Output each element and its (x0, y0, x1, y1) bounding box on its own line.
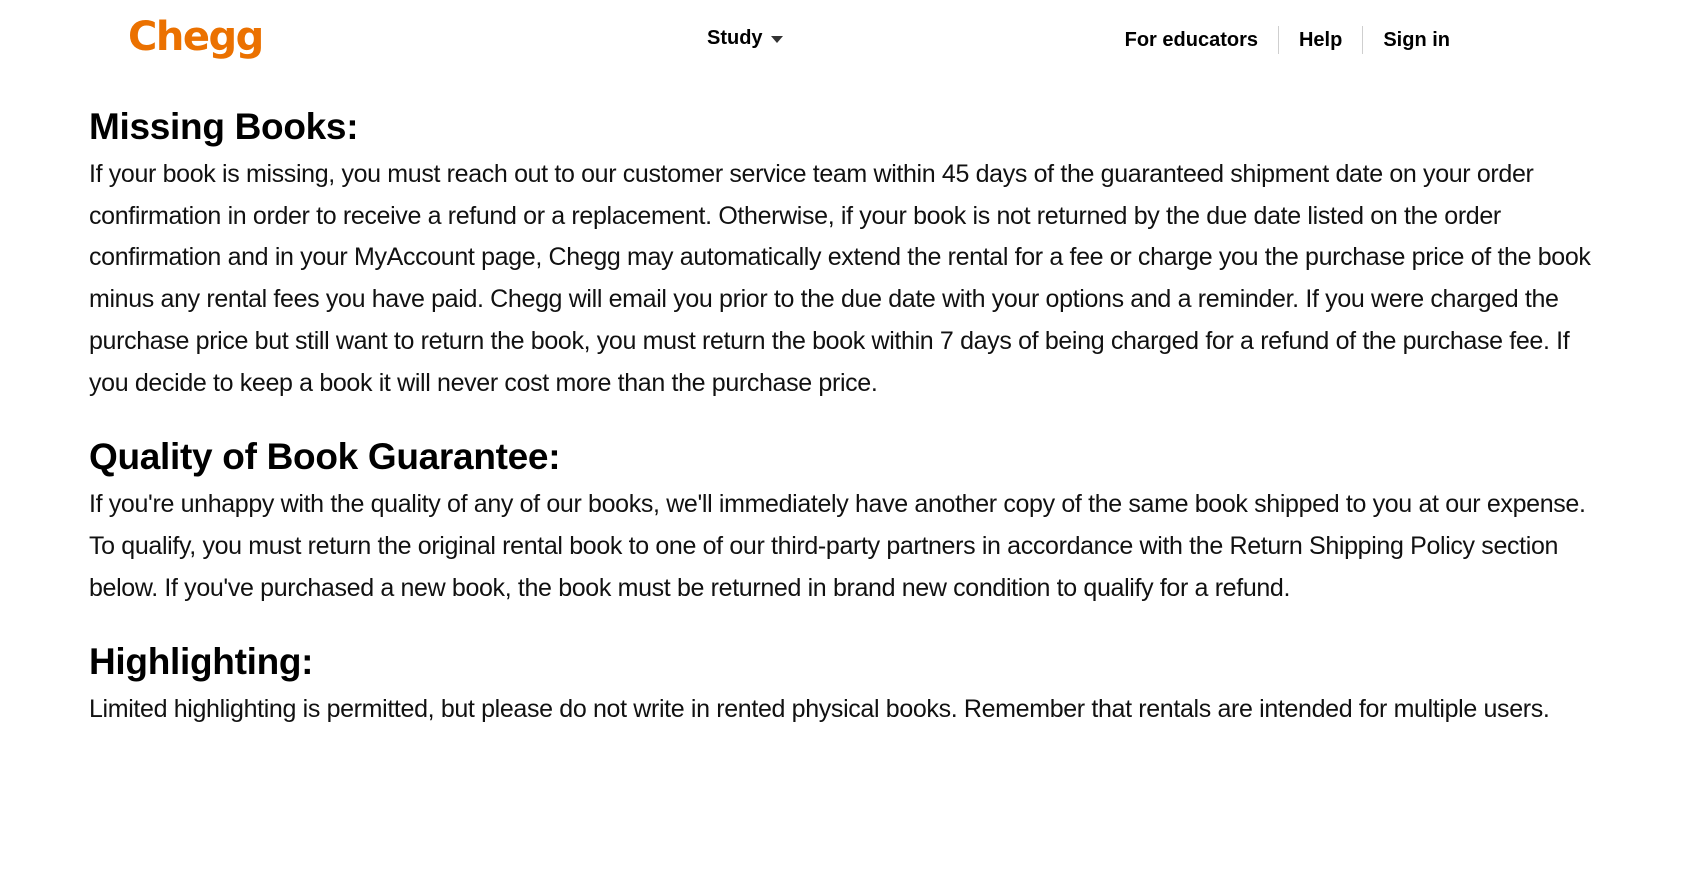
chevron-down-icon (771, 36, 783, 43)
site-header (0, 0, 1686, 80)
sign-in-link[interactable]: Sign in (1383, 29, 1450, 51)
section-highlighting (89, 635, 1609, 731)
section-heading: Quality of Book Guarantee: (89, 436, 561, 478)
section-body: If you're unhappy with the quality of any of our books, we'll immediately have another copy of the same book shipped to you at our expense. To qualify, you must return the original rental book to one of our third-party partners in accordance with the Return Shipping Policy section below. If you've purchased a new book, the book must be returned in brand new condition to qualify for a refund. (89, 490, 1586, 602)
header-nav (1105, 26, 1450, 54)
section-body: If your book is missing, you must reach out to our customer service team within 45 days of the guaranteed shipment date on your order confirmation in order to receive a refund or a replacement. Otherwise, if your book is not returned by the due date listed on the order confirmation and in your MyAccount page, Chegg may automatically extend the rental for a fee or charge you the purchase price of the book minus any rental fees you have paid. Chegg will email you prior to the due date with your options and a reminder. If you were charged the purchase price but still want to return the book, you must return the book within 7 days of being charged for a refund of the purchase fee. If you decide to keep a book it will never cost more than the purchase price. (89, 160, 1591, 397)
for-educators-link[interactable]: For educators (1124, 29, 1258, 51)
study-menu-button[interactable] (707, 27, 783, 50)
section-heading: Highlighting: (89, 641, 314, 683)
chegg-logo[interactable]: Chegg (128, 14, 263, 60)
section-heading: Missing Books: (89, 106, 359, 147)
section-body: Limited highlighting is permitted, but please do not write in rented physical books. Remember that rentals are intended for multiple users. (89, 695, 1550, 724)
help-link[interactable]: Help (1298, 29, 1343, 51)
section-quality-guarantee (89, 430, 1609, 609)
section-missing-books (89, 100, 1609, 404)
study-label: Study (707, 27, 763, 49)
policy-content (89, 100, 1609, 757)
